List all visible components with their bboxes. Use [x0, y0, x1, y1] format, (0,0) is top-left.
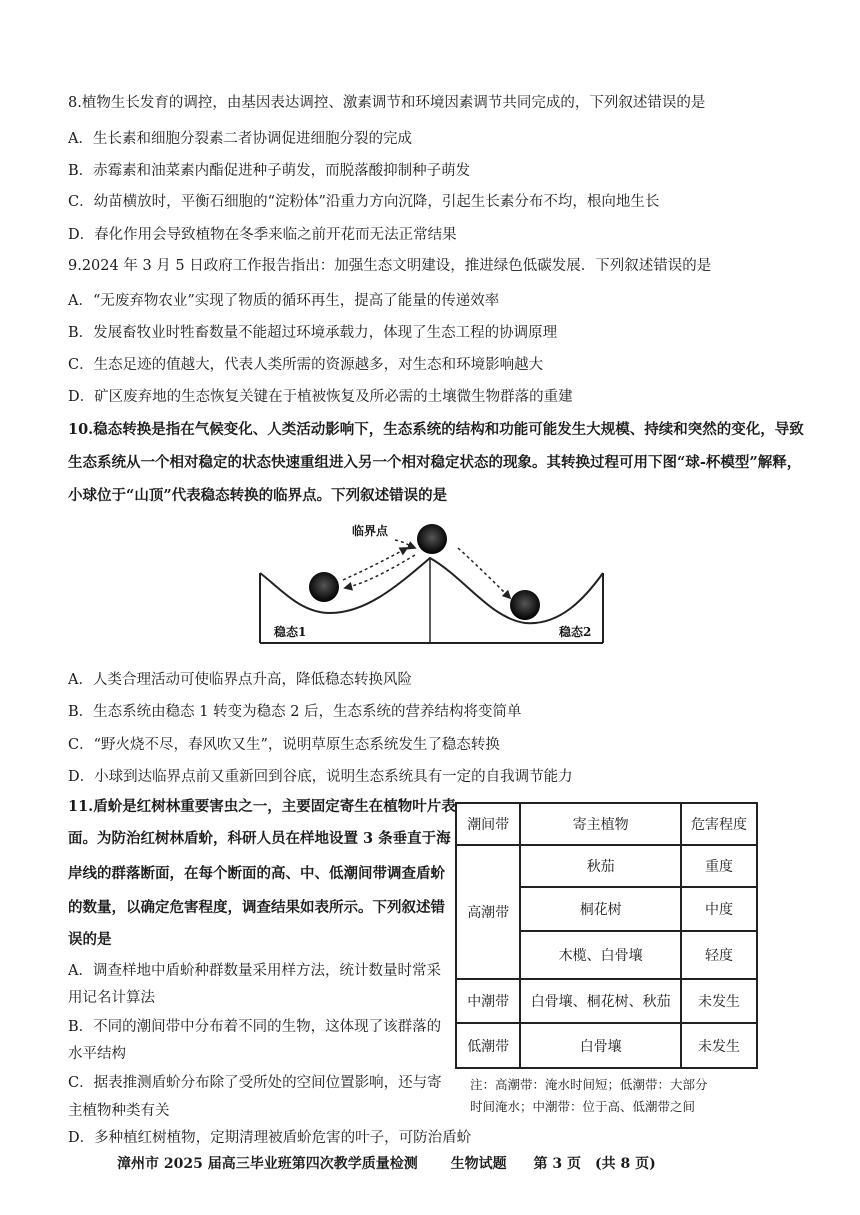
q11-stem-line-2: 面。为防治红树林盾蚧，科研人员在样地设置 3 条垂直于海 — [68, 830, 451, 847]
q10-option-c: C．“野火烧不尽，春风吹又生”，说明草原生态系统发生了稳态转换 — [68, 737, 500, 753]
footer-subject: 生物试题 — [450, 1156, 507, 1172]
footer-exam-title: 漳州市 2025 届高三毕业班第四次教学质量检测 — [117, 1156, 418, 1172]
q11-option-a-line-2: 用记名计算法 — [68, 990, 155, 1006]
q8-option-d: D．春化作用会导致植物在冬季来临之前开花而无法正常结果 — [68, 227, 457, 243]
q11-stem-line-5: 误的是 — [68, 931, 112, 948]
ball-critical-point — [417, 524, 447, 554]
table-cell-low-zone: 低潮带 — [456, 1023, 520, 1068]
q11-option-d: D．多种植红树植物，定期清理被盾蚧危害的叶子，可防治盾蚧 — [68, 1130, 472, 1146]
table-cell-level: 未发生 — [681, 979, 757, 1023]
q9-stem: 9.2024 年 3 月 5 日政府工作报告指出：加强生态文明建设，推进绿色低碳发展．下列叙述错误的是 — [68, 258, 712, 274]
q8-stem: 8.植物生长发育的调控，由基因表达调控、激素调节和环境因素调节共同完成的，下列叙述错误的是 — [68, 95, 706, 111]
table-cell-high-zone: 高潮带 — [456, 845, 520, 979]
table-row — [456, 1023, 757, 1068]
table-header-zone: 潮间带 — [456, 803, 520, 845]
table-row — [456, 845, 757, 887]
critical-point-label: 临界点 — [352, 524, 389, 538]
q9-option-d: D．矿区废弃地的生态恢复关键在于植被恢复及所必需的土壤微生物群落的重建 — [68, 389, 573, 405]
table-cell-level: 中度 — [681, 887, 757, 931]
state1-label: 稳态1 — [274, 625, 307, 639]
page-footer — [117, 1153, 656, 1173]
q9-option-b: B．发展畜牧业时牲畜数量不能超过环境承载力，体现了生态工程的协调原理 — [68, 325, 558, 341]
table-header-level: 危害程度 — [681, 803, 757, 845]
table-cell-host: 白骨壤、桐花树、秋茄 — [520, 979, 681, 1023]
q8-option-b: B．赤霉素和油菜素内酯促进种子萌发，而脱落酸抑制种子萌发 — [68, 163, 471, 179]
q10-option-b: B．生态系统由稳态 1 转变为稳态 2 后，生态系统的营养结构将变简单 — [68, 704, 522, 720]
table-cell-host: 桐花树 — [520, 887, 681, 931]
q10-stem-line-2: 生态系统从一个相对稳定的状态快速重组进入另一个相对稳定状态的现象。其转换过程可用下图“球-杯模型”解释， — [68, 454, 802, 471]
state2-label: 稳态2 — [559, 625, 592, 639]
ball-state1 — [309, 572, 339, 602]
table-note-line-1: 注：高潮带：淹水时间短；低潮带：大部分 — [470, 1077, 708, 1092]
q9-option-c: C．生态足迹的值越大，代表人类所需的资源越多，对生态和环境影响越大 — [68, 357, 544, 373]
q10-option-d: D．小球到达临界点前又重新回到谷底，说明生态系统具有一定的自我调节能力 — [68, 769, 573, 785]
q8-option-c: C．幼苗横放时，平衡石细胞的“淀粉体”沿重力方向沉降，引起生长素分布不均，根向地生长 — [68, 194, 660, 210]
table-header-host: 寄主植物 — [520, 803, 681, 845]
q11-option-b-line-1: B．不同的潮间带中分布着不同的生物，这体现了该群落的 — [68, 1019, 442, 1035]
q11-option-c-line-2: 主植物种类有关 — [68, 1103, 170, 1119]
arrow-to-critical — [343, 548, 407, 580]
arrow-label-pointer — [395, 540, 415, 548]
q10-stem-line-3: 小球位于“山顶”代表稳态转换的临界点。下列叙述错误的是 — [68, 487, 448, 504]
arrow-to-state1 — [345, 555, 415, 588]
q11-stem-line-4: 的数量，以确定危害程度，调查结果如表所示。下列叙述错 — [68, 899, 445, 916]
q10-option-a: A．人类合理活动可使临界点升高，降低稳态转换风险 — [68, 672, 412, 688]
table-note-line-2: 时间淹水；中潮带：位于高、低潮带之间 — [470, 1099, 696, 1114]
table-header-row — [456, 803, 757, 845]
q11-stem-line-1: 11.盾蚧是红树林重要害虫之一，主要固定寄生在植物叶片表 — [68, 798, 456, 815]
table-cell-level: 未发生 — [681, 1023, 757, 1068]
ball-cup-model-figure — [255, 518, 607, 646]
table-row — [456, 979, 757, 1023]
footer-page-number: 第 3 页 (共 8 页) — [533, 1156, 656, 1172]
q9-option-a: A．“无废弃物农业”实现了物质的循环再生，提高了能量的传递效率 — [68, 293, 500, 309]
table-cell-host: 白骨壤 — [520, 1023, 681, 1068]
q11-option-b-line-2: 水平结构 — [68, 1046, 126, 1062]
q11-option-c-line-1: C．据表推测盾蚧分布除了受所处的空间位置影响，还与寄 — [68, 1075, 442, 1091]
q8-option-a: A．生长素和细胞分裂素二者协调促进细胞分裂的完成 — [68, 131, 412, 147]
ball-state2 — [510, 590, 540, 620]
table-cell-host: 木榄、白骨壤 — [520, 931, 681, 979]
table-cell-level: 轻度 — [681, 931, 757, 979]
hazard-table — [455, 802, 758, 1069]
q10-stem-line-1: 10.稳态转换是指在气候变化、人类活动影响下，生态系统的结构和功能可能发生大规模、持续和突然的变化，导致 — [68, 421, 804, 438]
table-cell-level: 重度 — [681, 845, 757, 887]
table-cell-mid-zone: 中潮带 — [456, 979, 520, 1023]
q11-option-a-line-1: A．调查样地中盾蚧种群数量采用样方法，统计数量时常采 — [68, 963, 441, 979]
table-cell-host: 秋茄 — [520, 845, 681, 887]
arrow-to-state2 — [458, 548, 510, 598]
q11-stem-line-3: 岸线的群落断面，在每个断面的高、中、低潮间带调查盾蚧 — [68, 865, 445, 882]
hazard-table-container — [455, 802, 758, 1067]
